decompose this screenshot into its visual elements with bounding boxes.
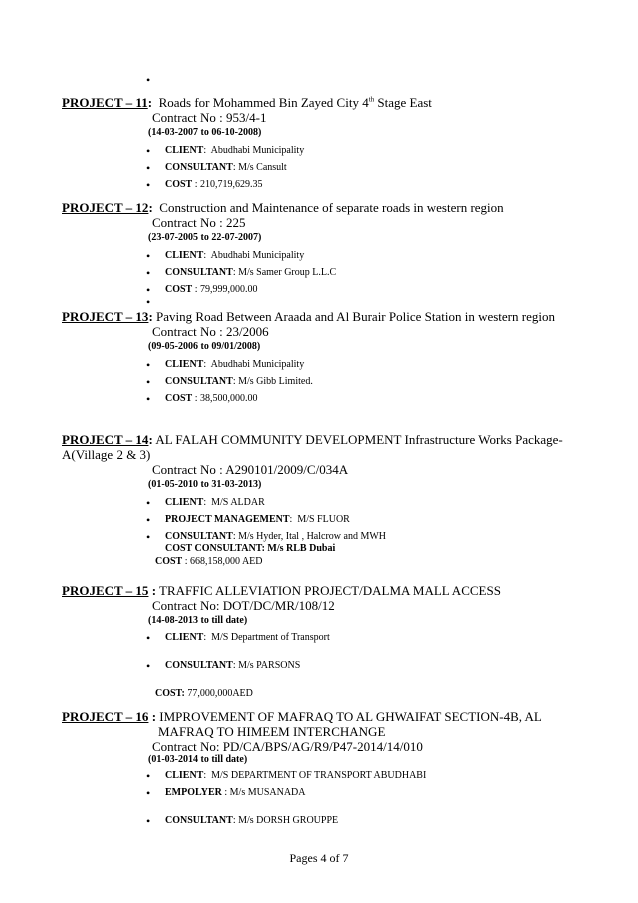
- project-11-cost: • COST : 210,719,629.35: [146, 178, 263, 192]
- project-14-contract: Contract No : A290101/2009/C/034A: [152, 462, 349, 477]
- project-14-pm: • PROJECT MANAGEMENT: M/S FLUOR: [146, 513, 350, 527]
- project-16-heading: PROJECT – 16 : IMPROVEMENT OF MAFRAQ TO AL GHWAIFAT SECTION-4B, AL: [62, 709, 542, 724]
- project-15-cost: COST: 77,000,000AED: [155, 688, 253, 699]
- project-13-heading: PROJECT – 13: Paving Road Between Araada and Al Burair Police Station in western region: [62, 309, 555, 324]
- project-12-heading: PROJECT – 12: Construction and Maintenance of separate roads in western region: [62, 200, 504, 215]
- project-16-heading-cont: MAFRAQ TO HIMEEM INTERCHANGE: [158, 724, 386, 739]
- project-11-heading: PROJECT – 11: Roads for Mohammed Bin Zayed City 4th Stage East: [62, 95, 432, 110]
- project-15-consultant: • CONSULTANT: M/s PARSONS: [146, 659, 301, 673]
- project-13-contract: Contract No : 23/2006: [152, 324, 269, 339]
- project-11-client: • CLIENT: Abudhabi Municipality: [146, 144, 305, 158]
- project-14-cost: COST : 668,158,000 AED: [155, 556, 263, 567]
- project-15-client: • CLIENT: M/S Department of Transport: [146, 631, 330, 645]
- project-12-dates: (23-07-2005 to 22-07-2007): [148, 232, 262, 243]
- project-16-contract: Contract No: PD/CA/BPS/AG/R9/P47-2014/14/010: [152, 739, 423, 754]
- project-15-heading: PROJECT – 15 : TRAFFIC ALLEVIATION PROJECT/DALMA MALL ACCESS: [62, 583, 501, 598]
- project-14-dates: (01-05-2010 to 31-03-2013): [148, 479, 262, 490]
- project-14-cost-consultant: COST CONSULTANT: M/s RLB Dubai: [165, 543, 336, 554]
- project-12-cost: • COST : 79,999,000.00: [146, 283, 258, 297]
- project-14-consultant: • CONSULTANT: M/s Hyder, Ital , Halcrow and MWH: [146, 530, 386, 544]
- project-16-dates: (01-03-2014 to till date): [148, 754, 248, 765]
- project-13-client: • CLIENT: Abudhabi Municipality: [146, 358, 305, 372]
- project-11-consultant: • CONSULTANT: M/s Cansult: [146, 161, 287, 175]
- project-16-consultant: • CONSULTANT: M/s DORSH GROUPPE: [146, 814, 339, 828]
- project-11-contract: Contract No : 953/4-1: [152, 110, 267, 125]
- project-15-dates: (14-08-2013 to till date): [148, 615, 248, 626]
- project-16-employer: • EMPOLYER : M/s MUSANADA: [146, 786, 306, 800]
- project-15-contract: Contract No: DOT/DC/MR/108/12: [152, 598, 335, 613]
- project-12-consultant: • CONSULTANT: M/s Samer Group L.L.C: [146, 266, 337, 280]
- project-13-consultant: • CONSULTANT: M/s Gibb Limited.: [146, 375, 313, 389]
- project-16-client: • CLIENT: M/S DEPARTMENT OF TRANSPORT ABUDHABI: [146, 769, 427, 783]
- project-12-contract: Contract No : 225: [152, 215, 246, 230]
- project-14-heading: PROJECT – 14: AL FALAH COMMUNITY DEVELOPMENT Infrastructure Works Package-A(Village 2 & 3): [62, 432, 563, 462]
- project-13-dates: (09-05-2006 to 09/01/2008): [148, 341, 261, 352]
- project-11-dates: (14-03-2007 to 06-10-2008): [148, 127, 262, 138]
- project-13-cost: • COST : 38,500,000.00: [146, 392, 258, 406]
- project-12-client: • CLIENT: Abudhabi Municipality: [146, 249, 305, 263]
- project-14-client: • CLIENT: M/S ALDAR: [146, 496, 265, 510]
- page-footer: Pages 4 of 7: [289, 851, 349, 865]
